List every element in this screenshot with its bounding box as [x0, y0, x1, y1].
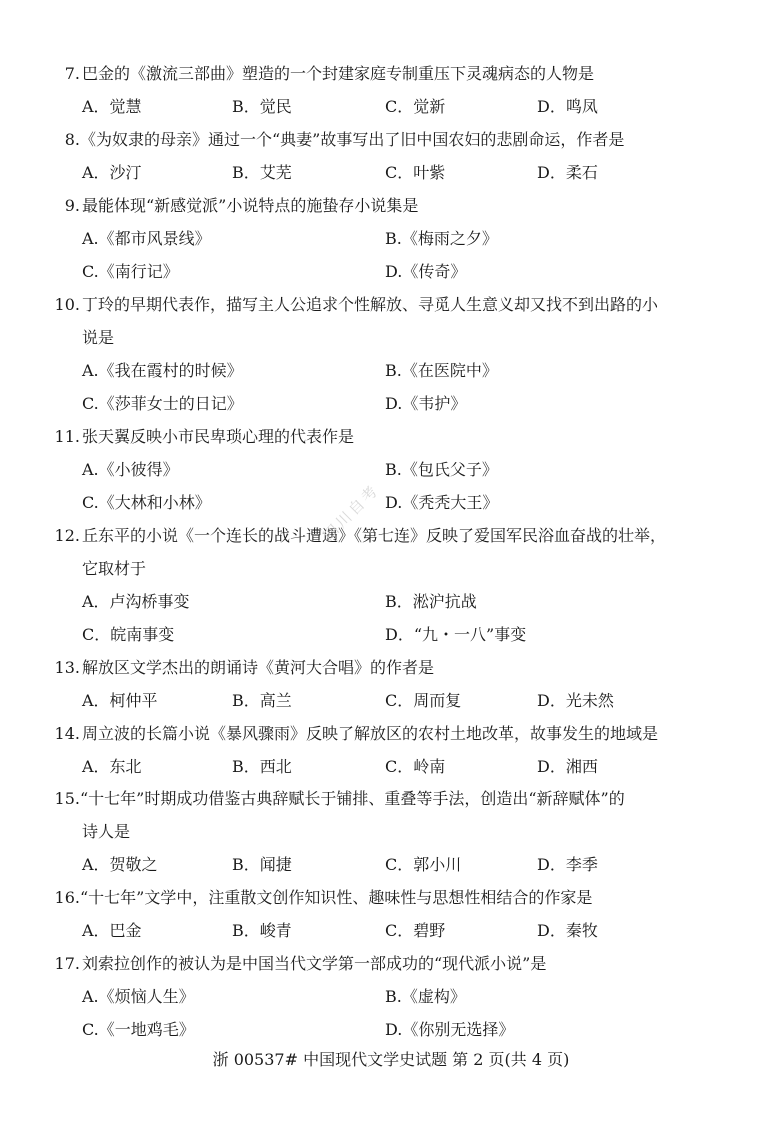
- option-b: B．觉民: [232, 97, 292, 116]
- option-a: A.《小彼得》: [82, 460, 179, 479]
- question-stem: 张天翼反映小市民卑琐心理的代表作是: [82, 427, 355, 446]
- question-stem: 《为奴隶的母亲》通过一个“典妻”故事写出了旧中国农妇的悲剧命运，作者是: [80, 130, 625, 149]
- option-d: D．秦牧: [537, 921, 598, 940]
- question-stem: 刘索拉创作的被认为是中国当代文学第一部成功的“现代派小说”是: [82, 954, 547, 973]
- option-a: A．沙汀: [82, 163, 142, 182]
- question-stem: “十七年”文学中，注重散文创作知识性、趣味性与思想性相结合的作家是: [80, 888, 593, 907]
- option-a: A.《烦恼人生》: [82, 987, 195, 1006]
- question-number: 7.: [64, 64, 80, 83]
- option-a: A．觉慧: [82, 97, 142, 116]
- option-c: C.《南行记》: [82, 262, 179, 281]
- option-b: B.《包氏父子》: [385, 460, 498, 479]
- option-b: B．艾芜: [232, 163, 292, 182]
- question-number: 16.: [54, 888, 80, 907]
- option-a: A.《都市风景线》: [82, 229, 211, 248]
- option-b: B．峻青: [232, 921, 292, 940]
- question-stem-continued: 诗人是: [82, 822, 131, 841]
- question-number: 11.: [54, 427, 80, 446]
- option-a: A．柯仲平: [82, 691, 158, 710]
- question-stem-continued: 它取材于: [82, 559, 147, 578]
- option-c: C．叶紫: [385, 163, 446, 182]
- question-stem: 解放区文学杰出的朗诵诗《黄河大合唱》的作者是: [82, 658, 435, 677]
- question-number: 13.: [54, 658, 80, 677]
- question-number: 8.: [64, 130, 80, 149]
- question-stem: 丘东平的小说《一个连长的战斗遭遇》《第七连》反映了爱国军民浴血奋战的壮举，: [82, 526, 667, 545]
- option-d: D．湘西: [537, 757, 598, 776]
- option-c: C．岭南: [385, 757, 446, 776]
- option-d: D．鸣凤: [537, 97, 598, 116]
- question-stem: “十七年”时期成功借鉴古典辞赋长于铺排、重叠等手法，创造出“新辞赋体”的: [80, 789, 625, 808]
- option-d: D.《你别无选择》: [385, 1020, 515, 1039]
- question-stem: 最能体现“新感觉派”小说特点的施蛰存小说集是: [82, 196, 419, 215]
- question-stem: 周立波的长篇小说《暴风骤雨》反映了解放区的农村土地改革，故事发生的地域是: [82, 724, 659, 743]
- option-b: B.《梅雨之夕》: [385, 229, 498, 248]
- question-number: 10.: [54, 295, 80, 314]
- question-stem-continued: 说是: [82, 328, 115, 347]
- option-a: A．贺敬之: [82, 855, 158, 874]
- page-footer: 浙 00537# 中国现代文学史试题 第 2 页(共 4 页): [212, 1050, 570, 1069]
- option-c: C．郭小川: [385, 855, 462, 874]
- option-d: D．柔石: [537, 163, 598, 182]
- option-c: C．碧野: [385, 921, 446, 940]
- option-b: B.《虚构》: [385, 987, 466, 1006]
- question-number: 15.: [54, 789, 80, 808]
- watermark: 四川自考: [319, 480, 384, 545]
- option-d: D．李季: [537, 855, 598, 874]
- question-number: 12.: [54, 526, 80, 545]
- option-c: C．周而复: [385, 691, 462, 710]
- question-stem: 巴金的《激流三部曲》塑造的一个封建家庭专制重压下灵魂病态的人物是: [82, 64, 595, 83]
- question-stem: 丁玲的早期代表作，描写主人公追求个性解放、寻觅人生意义却又找不到出路的小: [82, 295, 659, 314]
- option-b: B.《在医院中》: [385, 361, 498, 380]
- option-d: D．“九・一八”事变: [385, 625, 527, 644]
- option-c: C．觉新: [385, 97, 446, 116]
- question-number: 9.: [64, 196, 80, 215]
- option-b: B．淞沪抗战: [385, 592, 477, 611]
- option-a: A．东北: [82, 757, 142, 776]
- option-b: B．闻捷: [232, 855, 292, 874]
- option-c: C.《莎菲女士的日记》: [82, 394, 243, 413]
- option-d: D.《韦护》: [385, 394, 467, 413]
- option-c: C.《一地鸡毛》: [82, 1020, 195, 1039]
- question-number: 14.: [54, 724, 80, 743]
- option-d: D．光未然: [537, 691, 614, 710]
- option-d: D.《秃秃大王》: [385, 493, 499, 512]
- option-a: A．卢沟桥事变: [82, 592, 190, 611]
- option-a: A.《我在霞村的时候》: [82, 361, 243, 380]
- option-a: A．巴金: [82, 921, 142, 940]
- option-b: B．西北: [232, 757, 292, 776]
- option-d: D.《传奇》: [385, 262, 467, 281]
- option-c: C.《大林和小林》: [82, 493, 211, 512]
- option-c: C．皖南事变: [82, 625, 175, 644]
- question-number: 17.: [54, 954, 80, 973]
- option-b: B．高兰: [232, 691, 292, 710]
